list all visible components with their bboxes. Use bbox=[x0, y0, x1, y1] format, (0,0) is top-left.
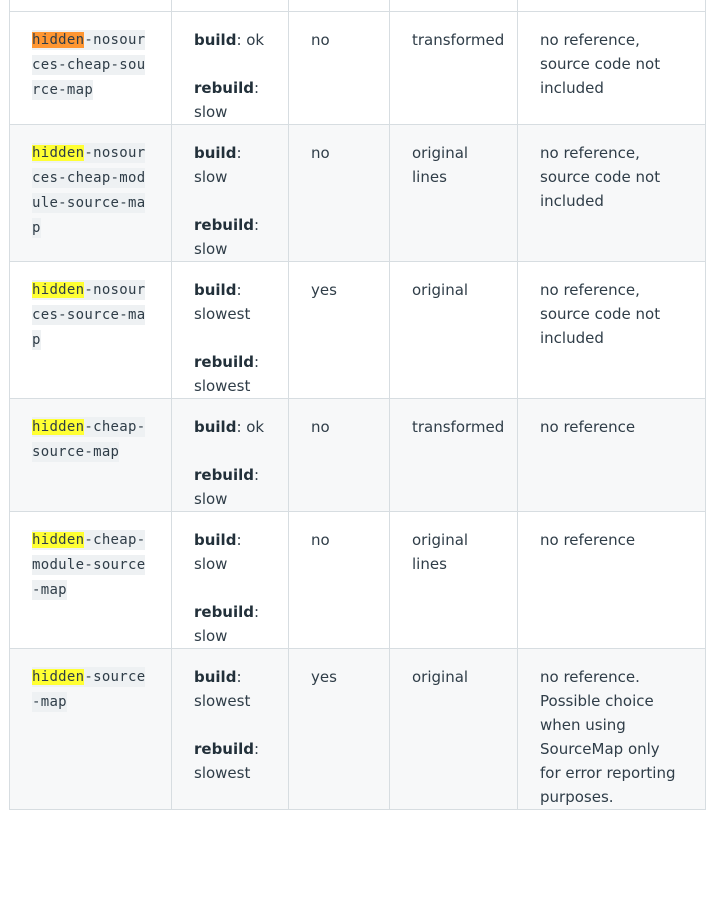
comment-cell: no reference bbox=[518, 512, 706, 649]
devtool-cell bbox=[10, 512, 172, 649]
performance-cell bbox=[172, 262, 289, 399]
devtool-cell bbox=[10, 12, 172, 125]
devtool-name-rest: -nosources-cheap-module-source-map bbox=[32, 145, 146, 236]
devtool-name-rest: -nosources-cheap-source-map bbox=[32, 32, 146, 98]
comment-cell: no reference bbox=[518, 399, 706, 512]
build-label: build bbox=[194, 281, 237, 299]
performance-cell bbox=[172, 399, 289, 512]
devtool-comparison-table bbox=[9, 0, 706, 810]
search-highlight: hidden bbox=[32, 532, 85, 548]
build-value: : slow bbox=[194, 531, 242, 573]
quality-cell: transformed bbox=[390, 399, 518, 512]
rebuild-value: : slowest bbox=[194, 740, 260, 782]
build-label: build bbox=[194, 418, 237, 436]
rebuild-label: rebuild bbox=[194, 216, 255, 234]
search-highlight: hidden bbox=[32, 145, 85, 161]
comment-cell: no reference, source code not included bbox=[518, 125, 706, 262]
table-row bbox=[10, 12, 706, 125]
table-body bbox=[10, 0, 706, 810]
build-label: build bbox=[194, 31, 237, 49]
build-label: build bbox=[194, 668, 237, 686]
table-row bbox=[10, 262, 706, 399]
comment-cell: no reference, source code not included bbox=[518, 12, 706, 125]
production-cell: yes bbox=[289, 262, 390, 399]
rebuild-label: rebuild bbox=[194, 353, 255, 371]
rebuild-label: rebuild bbox=[194, 740, 255, 758]
rebuild-value: : slow bbox=[194, 216, 260, 258]
devtool-name-rest: -source-map bbox=[32, 669, 146, 710]
devtool-name-rest: -cheap-source-map bbox=[32, 419, 146, 460]
devtool-name-rest: -cheap-module-source-map bbox=[32, 532, 146, 598]
build-value: : ok bbox=[236, 418, 265, 436]
build-label: build bbox=[194, 531, 237, 549]
performance-cell bbox=[172, 12, 289, 125]
build-value: : slow bbox=[194, 144, 242, 186]
build-label: build bbox=[194, 144, 237, 162]
search-highlight: hidden bbox=[32, 419, 85, 435]
rebuild-value: : slow bbox=[194, 79, 260, 121]
search-highlight-active: hidden bbox=[32, 32, 85, 48]
production-cell: no bbox=[289, 512, 390, 649]
search-highlight: hidden bbox=[32, 282, 85, 298]
performance-cell bbox=[172, 649, 289, 810]
production-cell: yes bbox=[289, 649, 390, 810]
table-row bbox=[10, 512, 706, 649]
production-cell: no bbox=[289, 399, 390, 512]
devtool-cell bbox=[10, 649, 172, 810]
comment-cell: no reference, source code not included bbox=[518, 262, 706, 399]
rebuild-value: : slow bbox=[194, 466, 260, 508]
rebuild-label: rebuild bbox=[194, 603, 255, 621]
table-row bbox=[10, 399, 706, 512]
build-value: : slowest bbox=[194, 668, 251, 710]
devtool-cell bbox=[10, 262, 172, 399]
production-cell: no bbox=[289, 125, 390, 262]
production-cell: no bbox=[289, 12, 390, 125]
devtool-cell bbox=[10, 399, 172, 512]
rebuild-label: rebuild bbox=[194, 79, 255, 97]
quality-cell: original lines bbox=[390, 125, 518, 262]
devtool-name-rest: -nosources-source-map bbox=[32, 282, 146, 348]
devtool-cell bbox=[10, 125, 172, 262]
table-row-partial bbox=[10, 0, 706, 12]
rebuild-label: rebuild bbox=[194, 466, 255, 484]
rebuild-value: : slow bbox=[194, 603, 260, 645]
comment-cell: no reference. Possible choice when using SourceMap only for error reporting purposes. bbox=[518, 649, 706, 810]
performance-cell bbox=[172, 125, 289, 262]
quality-cell: original lines bbox=[390, 512, 518, 649]
performance-cell bbox=[172, 512, 289, 649]
quality-cell: transformed bbox=[390, 12, 518, 125]
table-row bbox=[10, 125, 706, 262]
quality-cell: original bbox=[390, 649, 518, 810]
build-value: : slowest bbox=[194, 281, 251, 323]
quality-cell: original bbox=[390, 262, 518, 399]
table-row bbox=[10, 649, 706, 810]
search-highlight: hidden bbox=[32, 669, 85, 685]
build-value: : ok bbox=[236, 31, 265, 49]
rebuild-value: : slowest bbox=[194, 353, 260, 395]
